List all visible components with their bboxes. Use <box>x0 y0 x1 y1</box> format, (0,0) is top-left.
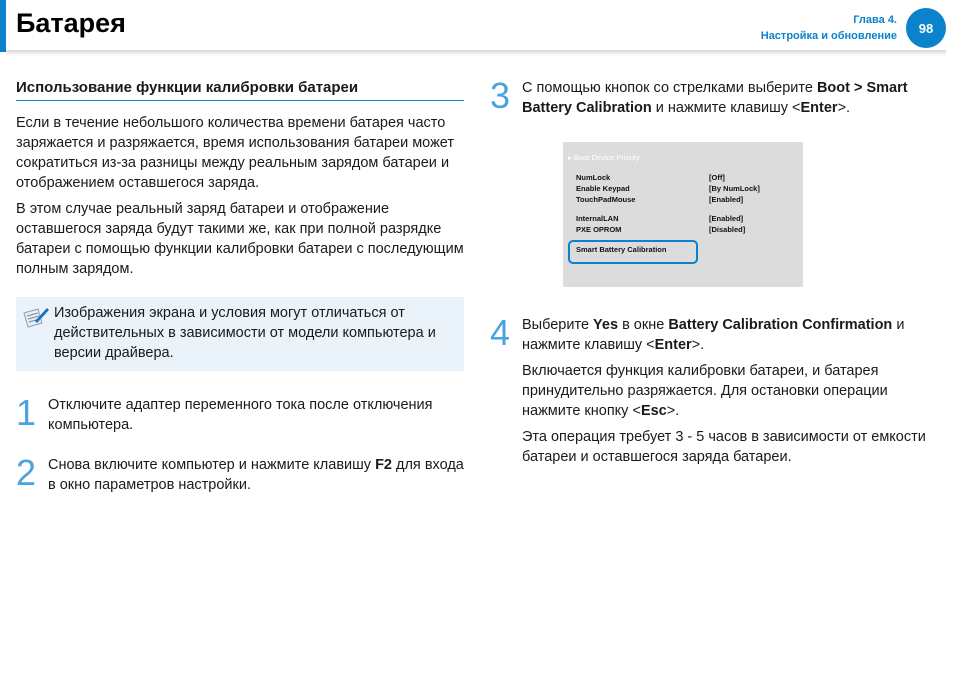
key-name: F2 <box>375 457 392 473</box>
step-4-paragraph-3: Эта операция требует 3 - 5 часов в зависимости от емкости батареи и оставшегося заряда батареи. <box>522 429 926 465</box>
text: и нажмите клавишу < <box>522 317 905 353</box>
paragraph-2: В этом случае реальный заряд батареи и отображение оставшегося заряда будут такими же, как при полной разрядке батареи с помощью функции калибровки батареи с последующим полным зарядом. <box>16 201 464 277</box>
text: >. <box>691 337 705 353</box>
bios-value: [Off] <box>709 173 725 182</box>
memo-pen-icon <box>22 305 50 331</box>
header-divider <box>6 50 946 56</box>
text: Снова включите компьютер и нажмите клавишу <box>48 457 376 473</box>
step-3-text <box>522 78 937 118</box>
bios-value: [By NumLock] <box>709 184 760 193</box>
highlight-outline <box>568 240 698 264</box>
bios-row <box>576 173 796 183</box>
chapter-title: Настройка и обновление <box>760 30 897 42</box>
text: для входа в окно параметров настройки. <box>48 457 464 493</box>
bios-option: TouchPadMouse <box>576 195 636 204</box>
text: >. <box>666 403 680 419</box>
bios-header: ▸ Boot Device Priority <box>568 153 640 162</box>
header-accent-bar <box>0 0 6 52</box>
key-name: Enter <box>654 337 692 353</box>
bios-value: [Enabled] <box>709 214 744 223</box>
step-4-body <box>522 315 937 473</box>
key-name: Esc <box>640 403 667 419</box>
text: >. <box>837 100 851 116</box>
menu-path: Boot > Smart Battery Calibration <box>522 80 908 116</box>
chapter-number: Глава 4. <box>853 14 897 26</box>
step-4 <box>490 312 937 473</box>
paragraph-1: Если в течение небольшого количества времени батарея часто заряжается и разряжается, время использования батареи может сократиться из-за разницы между реальным зарядом батареи и отображением оставшегося заряда. <box>16 115 454 191</box>
bios-option: NumLock <box>576 173 611 182</box>
chapter-label <box>761 12 897 44</box>
bios-value: [Enabled] <box>709 195 744 204</box>
bios-row <box>576 184 796 194</box>
right-column <box>490 75 937 473</box>
step-4-text <box>522 315 937 355</box>
text: С помощью кнопок со стрелками выберите <box>522 80 817 96</box>
note-box <box>16 297 464 371</box>
bios-option: InternalLAN <box>576 214 619 223</box>
step-number: 2 <box>16 452 37 493</box>
step-1 <box>16 392 464 441</box>
bios-option: Smart Battery Calibration <box>576 245 667 254</box>
step-number: 4 <box>490 312 511 353</box>
bios-row <box>576 195 796 205</box>
key-name: Enter <box>800 100 838 116</box>
bios-row <box>576 225 796 235</box>
window-name: Battery Calibration Confirmation <box>668 317 893 333</box>
step-2 <box>16 452 464 501</box>
bios-option: Enable Keypad <box>576 184 630 193</box>
text: в окне <box>618 317 669 333</box>
page-number: 98 <box>906 8 946 48</box>
bios-value: [Disabled] <box>709 225 746 234</box>
option: Yes <box>593 317 619 333</box>
step-3 <box>490 75 937 124</box>
section-heading: Использование функции калибровки батареи <box>16 79 464 101</box>
step-number: 1 <box>16 392 37 433</box>
bios-option: PXE OPROM <box>576 225 622 234</box>
text: и нажмите клавишу < <box>651 100 801 116</box>
bios-row <box>576 214 796 224</box>
step-number: 3 <box>490 75 511 116</box>
text: Выберите <box>522 317 594 333</box>
step-4-paragraph-2 <box>522 361 937 421</box>
left-column <box>16 79 464 501</box>
note-text: Изображения экрана и условия могут отличаться от действительных в зависимости от модели компьютера и версии драйвера. <box>54 305 436 361</box>
step-2-text <box>48 455 464 495</box>
bios-screenshot <box>563 142 803 287</box>
page-title: Батарея <box>16 8 126 38</box>
text: Включается функция калибровки батареи, и батарея принудительно разряжается. Для остановки операции нажмите кнопку < <box>522 363 888 419</box>
step-1-text: Отключите адаптер переменного тока после отключения компьютера. <box>48 397 433 433</box>
